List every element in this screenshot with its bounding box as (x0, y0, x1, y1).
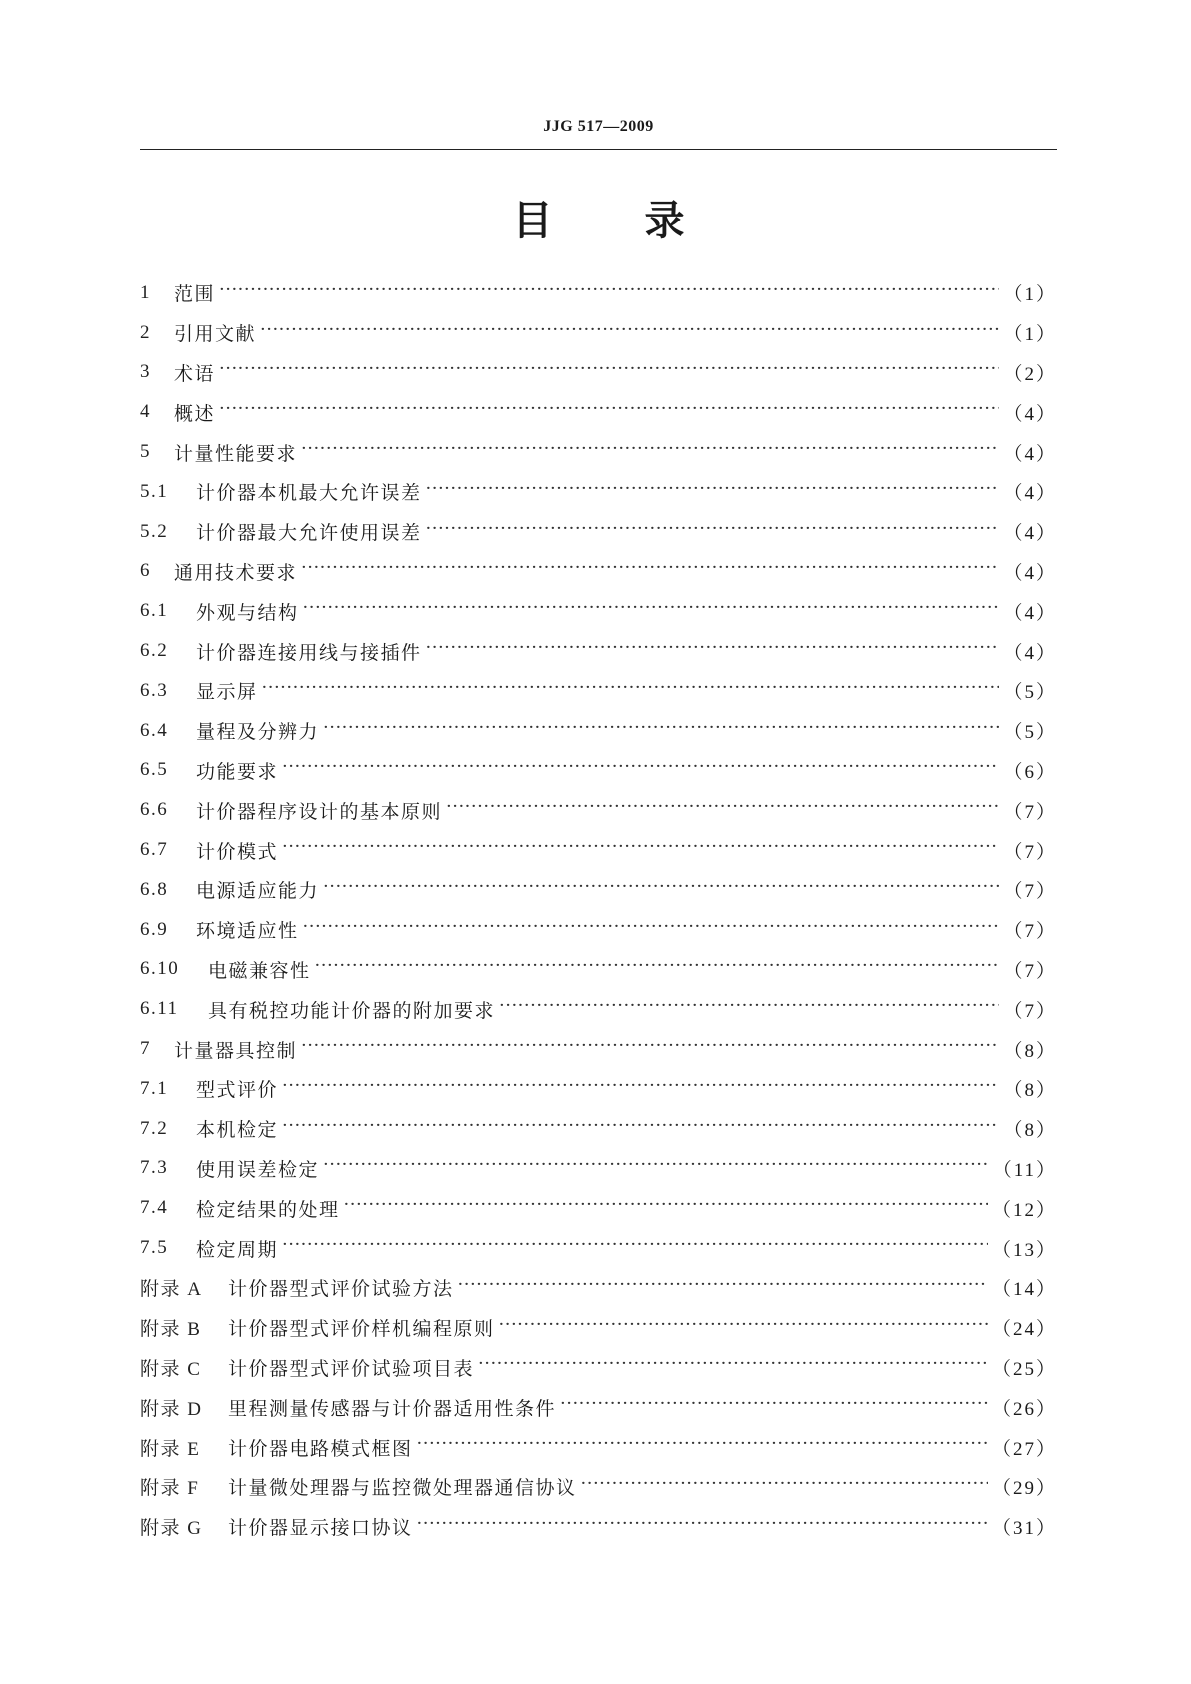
toc-entry-number: 7.3 (140, 1157, 169, 1179)
toc-entry-number: 7.4 (140, 1197, 169, 1219)
toc-entry-page: （1） (1003, 284, 1057, 306)
toc-entry-label: 术语 (174, 362, 216, 385)
toc-entry-label: 计价器本机最大允许误差 (196, 482, 422, 505)
toc-entry-number: 附录 B (140, 1319, 202, 1341)
toc-entry-page: （4） (1003, 483, 1057, 505)
toc-entry-page: （7） (1003, 1000, 1057, 1022)
toc-entry-page: （8） (1003, 1120, 1057, 1142)
toc-entry-label: 外观与结构 (196, 601, 299, 624)
leader-dots (282, 1238, 988, 1258)
page-title (140, 196, 1057, 246)
leader-dots (446, 800, 999, 820)
toc-entry-page: （4） (1003, 523, 1057, 545)
toc-entry-label: 本机检定 (196, 1119, 279, 1142)
toc-entry[interactable] (140, 1149, 1057, 1189)
leader-dots (282, 1119, 999, 1139)
toc-entry-label: 范围 (174, 283, 216, 306)
toc-entry-label: 计价器型式评价样机编程原则 (228, 1318, 495, 1341)
toc-entry[interactable] (140, 1507, 1057, 1547)
toc-entry-label: 具有税控功能计价器的附加要求 (208, 999, 496, 1022)
toc-entry-number: 4 (140, 401, 151, 423)
toc-entry-number: 3 (140, 361, 151, 383)
leader-dots (301, 561, 999, 581)
toc-entry-page: （4） (1003, 403, 1057, 425)
toc-entry-number: 附录 D (140, 1398, 203, 1420)
toc-entry-number: 2 (140, 321, 151, 343)
toc-entry-number: 6.10 (140, 958, 180, 980)
toc-entry-label: 显示屏 (196, 681, 258, 704)
toc-entry-page: （7） (1003, 921, 1057, 943)
toc-entry-number: 6.2 (140, 640, 169, 662)
running-header: JJG 517—2009 (543, 118, 654, 135)
toc-entry-page: （11） (992, 1159, 1057, 1181)
toc-entry[interactable] (140, 790, 1057, 830)
leader-dots (323, 1158, 989, 1178)
toc-entry[interactable] (140, 1188, 1057, 1228)
toc-entry-number: 7 (140, 1038, 151, 1060)
toc-entry[interactable] (140, 313, 1057, 353)
header-rule (140, 149, 1057, 150)
toc-entry-label: 通用技术要求 (174, 561, 298, 584)
toc-entry-page: （29） (991, 1478, 1057, 1500)
toc-entry[interactable] (140, 671, 1057, 711)
toc-entry-number: 6.7 (140, 839, 169, 861)
toc-entry-page: （12） (991, 1199, 1057, 1221)
leader-dots (426, 522, 1000, 542)
toc-entry-page: （2） (1003, 363, 1057, 385)
toc-entry[interactable] (140, 1387, 1057, 1427)
leader-dots (323, 880, 999, 900)
toc-entry-number: 6.11 (140, 998, 179, 1020)
leader-dots (282, 1079, 999, 1099)
toc-entry[interactable] (140, 1348, 1057, 1388)
toc-entry-label: 使用误差检定 (196, 1158, 320, 1181)
toc-entry-page: （5） (1003, 682, 1057, 704)
leader-dots (499, 1318, 988, 1338)
toc-entry-number: 7.5 (140, 1237, 169, 1259)
toc-entry-number: 6.1 (140, 600, 169, 622)
toc-entry-number: 附录 A (140, 1279, 203, 1301)
toc-entry-label: 计价器型式评价试验方法 (228, 1278, 454, 1301)
leader-dots (219, 362, 999, 382)
toc-entry-label: 检定周期 (196, 1238, 279, 1261)
table-of-contents (140, 273, 1057, 1547)
toc-entry-label: 计量微处理器与监控微处理器通信协议 (228, 1477, 577, 1500)
toc-entry[interactable] (140, 830, 1057, 870)
toc-entry-label: 检定结果的处理 (196, 1198, 340, 1221)
toc-entry-label: 计价器电路模式框图 (228, 1437, 413, 1460)
toc-entry[interactable] (140, 1308, 1057, 1348)
toc-entry-label: 电源适应能力 (196, 880, 320, 903)
toc-entry-page: （6） (1003, 761, 1057, 783)
toc-entry[interactable] (140, 432, 1057, 472)
toc-entry-number: 附录 E (140, 1438, 201, 1460)
toc-entry[interactable] (140, 1268, 1057, 1308)
toc-entry-number: 6.4 (140, 719, 169, 741)
toc-entry[interactable] (140, 1109, 1057, 1149)
toc-entry[interactable] (140, 1467, 1057, 1507)
toc-entry-page: （27） (991, 1438, 1057, 1460)
toc-entry-label: 计价器连接用线与接插件 (196, 641, 422, 664)
leader-dots (301, 1039, 999, 1059)
toc-entry-page: （1） (1003, 324, 1057, 346)
toc-entry-label: 计价模式 (196, 840, 279, 863)
toc-entry[interactable] (140, 910, 1057, 950)
toc-entry-page: （7） (1003, 801, 1057, 823)
toc-entry-label: 计价器型式评价试验项目表 (228, 1357, 475, 1380)
toc-entry-page: （25） (991, 1358, 1057, 1380)
toc-entry[interactable] (140, 591, 1057, 631)
toc-entry-page: （8） (1003, 1040, 1057, 1062)
toc-entry-label: 型式评价 (196, 1079, 279, 1102)
leader-dots (219, 283, 999, 303)
toc-entry-number: 6.6 (140, 799, 169, 821)
leader-dots (282, 760, 999, 780)
toc-entry-label: 计价器最大允许使用误差 (196, 522, 422, 545)
toc-entry-number: 5.1 (140, 480, 169, 502)
toc-entry-number: 1 (140, 281, 151, 303)
toc-entry[interactable] (140, 631, 1057, 671)
leader-dots (262, 681, 1000, 701)
leader-dots (303, 920, 1000, 940)
toc-entry-page: （4） (1003, 562, 1057, 584)
toc-entry-page: （26） (991, 1398, 1057, 1420)
toc-entry-page: （8） (1003, 1080, 1057, 1102)
leader-dots (426, 641, 1000, 661)
toc-entry-number: 附录 G (140, 1518, 203, 1540)
toc-entry-label: 里程测量传感器与计价器适用性条件 (228, 1397, 557, 1420)
toc-entry-number: 7.1 (140, 1077, 169, 1099)
toc-entry-label: 量程及分辨力 (196, 721, 320, 744)
toc-entry-number: 7.2 (140, 1117, 169, 1139)
toc-entry-page: （4） (1003, 602, 1057, 624)
leader-dots (219, 402, 999, 422)
leader-dots (282, 840, 999, 860)
toc-entry[interactable] (140, 870, 1057, 910)
toc-entry-label: 环境适应性 (196, 920, 299, 943)
toc-entry-page: （5） (1003, 722, 1057, 744)
toc-entry-page: （7） (1003, 841, 1057, 863)
toc-entry-number: 6.5 (140, 759, 169, 781)
toc-entry[interactable] (140, 552, 1057, 592)
toc-entry[interactable] (140, 392, 1057, 432)
toc-entry-number: 附录 C (140, 1358, 202, 1380)
toc-entry[interactable] (140, 353, 1057, 393)
toc-entry-page: （4） (1003, 642, 1057, 664)
toc-entry[interactable] (140, 1029, 1057, 1069)
toc-entry[interactable] (140, 751, 1057, 791)
toc-entry-label: 计量器具控制 (174, 1039, 298, 1062)
leader-dots (315, 959, 1000, 979)
toc-entry[interactable] (140, 950, 1057, 990)
toc-entry-label: 电磁兼容性 (208, 959, 311, 982)
toc-entry-number: 5.2 (140, 520, 169, 542)
toc-entry-label: 计量性能要求 (174, 442, 298, 465)
toc-entry-page: （14） (991, 1279, 1057, 1301)
toc-entry-number: 附录 F (140, 1478, 200, 1500)
toc-entry-label: 计价器程序设计的基本原则 (196, 800, 443, 823)
toc-entry[interactable] (140, 1427, 1057, 1467)
leader-dots (499, 999, 999, 1019)
leader-dots (426, 482, 1000, 502)
leader-dots (560, 1397, 988, 1417)
toc-entry-label: 功能要求 (196, 760, 279, 783)
toc-entry[interactable] (140, 1069, 1057, 1109)
toc-entry-number: 6.9 (140, 918, 169, 940)
toc-entry-number: 6.3 (140, 679, 169, 701)
leader-dots (260, 323, 999, 343)
title-char-1: 目 (512, 198, 553, 244)
leader-dots (581, 1477, 988, 1497)
toc-entry-number: 6 (140, 560, 151, 582)
toc-entry-page: （13） (991, 1239, 1057, 1261)
toc-entry[interactable] (140, 711, 1057, 751)
leader-dots (478, 1357, 988, 1377)
leader-dots (417, 1517, 988, 1537)
toc-entry-label: 计价器显示接口协议 (228, 1517, 413, 1540)
toc-entry[interactable] (140, 472, 1057, 512)
toc-entry[interactable] (140, 1228, 1057, 1268)
toc-entry-page: （4） (1003, 443, 1057, 465)
leader-dots (458, 1278, 988, 1298)
toc-entry-label: 引用文献 (174, 323, 257, 346)
leader-dots (417, 1437, 988, 1457)
toc-entry-page: （24） (991, 1319, 1057, 1341)
toc-entry[interactable] (140, 512, 1057, 552)
toc-entry-page: （31） (991, 1518, 1057, 1540)
title-char-2: 录 (644, 198, 685, 244)
toc-entry-page: （7） (1003, 960, 1057, 982)
leader-dots (301, 442, 999, 462)
toc-entry-page: （7） (1003, 881, 1057, 903)
toc-entry-number: 5 (140, 441, 151, 463)
leader-dots (323, 721, 999, 741)
leader-dots (303, 601, 1000, 621)
toc-entry[interactable] (140, 989, 1057, 1029)
toc-entry-label: 概述 (174, 402, 216, 425)
toc-entry[interactable] (140, 273, 1057, 313)
toc-entry-number: 6.8 (140, 878, 169, 900)
leader-dots (344, 1198, 988, 1218)
